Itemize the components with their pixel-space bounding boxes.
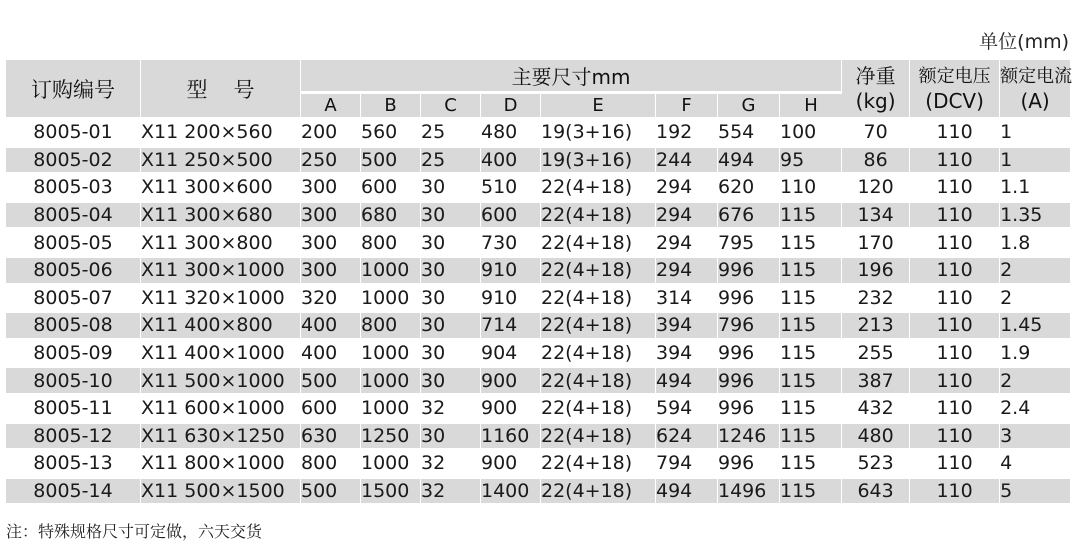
cell-dim-d: 480	[481, 120, 541, 148]
header-rated-voltage-unit: (DCV)	[925, 88, 984, 113]
cell-model: X11 800×1000	[141, 451, 301, 479]
table-row	[6, 396, 1070, 424]
cell-dim-c: 32	[421, 396, 481, 424]
cell-rated-current: 1	[1000, 148, 1070, 176]
cell-dim-g: 620	[718, 175, 780, 203]
table-row	[6, 368, 1070, 396]
header-model	[141, 60, 301, 120]
cell-model: X11 300×600	[141, 175, 301, 203]
cell-net-weight: 480	[842, 424, 910, 452]
cell-rated-current: 2	[1000, 368, 1070, 396]
cell-dim-a: 500	[301, 368, 361, 396]
table-row	[6, 341, 1070, 369]
cell-net-weight: 387	[842, 368, 910, 396]
table-row	[6, 120, 1070, 148]
cell-dim-d: 730	[481, 230, 541, 258]
cell-dim-f: 494	[656, 479, 718, 507]
header-model-part-a: 型	[186, 77, 208, 102]
cell-dim-b: 1000	[361, 451, 421, 479]
cell-dim-b: 560	[361, 120, 421, 148]
cell-dim-b: 1000	[361, 286, 421, 314]
cell-net-weight: 196	[842, 258, 910, 286]
cell-dim-e: 22(4+18)	[541, 286, 656, 314]
cell-dim-h: 110	[780, 175, 842, 203]
cell-dim-h: 115	[780, 203, 842, 231]
cell-dim-a: 200	[301, 120, 361, 148]
cell-order-no: 8005-12	[6, 424, 141, 452]
cell-dim-b: 1000	[361, 341, 421, 369]
cell-dim-e: 22(4+18)	[541, 175, 656, 203]
cell-dim-h: 95	[780, 148, 842, 176]
cell-net-weight: 523	[842, 451, 910, 479]
cell-rated-current: 2	[1000, 258, 1070, 286]
cell-dim-b: 1500	[361, 479, 421, 507]
cell-rated-current: 1.8	[1000, 230, 1070, 258]
cell-order-no: 8005-09	[6, 341, 141, 369]
table-row	[6, 286, 1070, 314]
cell-dim-d: 510	[481, 175, 541, 203]
cell-dim-b: 800	[361, 230, 421, 258]
cell-rated-current: 1.35	[1000, 203, 1070, 231]
cell-net-weight: 170	[842, 230, 910, 258]
cell-dim-e: 19(3+16)	[541, 120, 656, 148]
cell-dim-g: 996	[718, 258, 780, 286]
table-row	[6, 313, 1070, 341]
cell-model: X11 400×800	[141, 313, 301, 341]
cell-dim-f: 314	[656, 286, 718, 314]
cell-dim-b: 800	[361, 313, 421, 341]
cell-rated-voltage: 110	[910, 175, 1000, 203]
cell-dim-a: 300	[301, 230, 361, 258]
cell-dim-f: 394	[656, 341, 718, 369]
cell-model: X11 300×680	[141, 203, 301, 231]
cell-dim-d: 910	[481, 258, 541, 286]
cell-net-weight: 255	[842, 341, 910, 369]
cell-rated-voltage: 110	[910, 341, 1000, 369]
cell-dim-h: 115	[780, 341, 842, 369]
cell-model: X11 320×1000	[141, 286, 301, 314]
cell-dim-f: 244	[656, 148, 718, 176]
unit-label: 单位(mm)	[979, 31, 1069, 53]
header-rated-current-unit: (A)	[1020, 88, 1050, 113]
cell-net-weight: 643	[842, 479, 910, 507]
cell-rated-voltage: 110	[910, 313, 1000, 341]
header-main-dimensions: 主要尺寸mm	[301, 60, 842, 94]
cell-model: X11 250×500	[141, 148, 301, 176]
cell-dim-g: 796	[718, 313, 780, 341]
cell-dim-a: 500	[301, 479, 361, 507]
cell-dim-c: 30	[421, 313, 481, 341]
header-dim-a: A	[301, 94, 361, 120]
cell-rated-current: 1.1	[1000, 175, 1070, 203]
cell-rated-voltage: 110	[910, 120, 1000, 148]
cell-dim-d: 400	[481, 148, 541, 176]
cell-model: X11 500×1500	[141, 479, 301, 507]
cell-dim-c: 30	[421, 286, 481, 314]
cell-dim-a: 630	[301, 424, 361, 452]
cell-net-weight: 134	[842, 203, 910, 231]
cell-order-no: 8005-03	[6, 175, 141, 203]
header-dim-g: G	[718, 94, 780, 120]
cell-dim-a: 250	[301, 148, 361, 176]
header-dim-c: C	[421, 94, 481, 120]
cell-rated-voltage: 110	[910, 368, 1000, 396]
header-dim-e: E	[541, 94, 656, 120]
cell-net-weight: 120	[842, 175, 910, 203]
cell-dim-f: 294	[656, 258, 718, 286]
table-row	[6, 203, 1070, 231]
cell-rated-voltage: 110	[910, 396, 1000, 424]
cell-dim-f: 594	[656, 396, 718, 424]
header-rated-current	[1000, 60, 1073, 120]
cell-dim-c: 30	[421, 203, 481, 231]
cell-dim-f: 394	[656, 313, 718, 341]
cell-dim-f: 494	[656, 368, 718, 396]
cell-dim-c: 30	[421, 341, 481, 369]
header-dim-f: F	[656, 94, 718, 120]
cell-dim-e: 22(4+18)	[541, 424, 656, 452]
cell-rated-voltage: 110	[910, 451, 1000, 479]
cell-dim-f: 294	[656, 203, 718, 231]
cell-dim-c: 30	[421, 424, 481, 452]
cell-dim-e: 22(4+18)	[541, 341, 656, 369]
cell-order-no: 8005-01	[6, 120, 141, 148]
cell-dim-h: 115	[780, 286, 842, 314]
cell-dim-g: 996	[718, 286, 780, 314]
cell-dim-a: 300	[301, 258, 361, 286]
cell-model: X11 200×560	[141, 120, 301, 148]
cell-dim-c: 25	[421, 148, 481, 176]
cell-dim-h: 115	[780, 258, 842, 286]
cell-rated-voltage: 110	[910, 148, 1000, 176]
cell-dim-g: 795	[718, 230, 780, 258]
cell-order-no: 8005-06	[6, 258, 141, 286]
cell-model: X11 630×1250	[141, 424, 301, 452]
cell-dim-a: 320	[301, 286, 361, 314]
cell-dim-b: 1000	[361, 396, 421, 424]
header-order-no: 订购编号	[6, 60, 141, 120]
cell-dim-c: 32	[421, 451, 481, 479]
cell-dim-c: 30	[421, 175, 481, 203]
footnote: 注：特殊规格尺寸可定做，六天交货	[6, 522, 263, 541]
cell-order-no: 8005-11	[6, 396, 141, 424]
cell-dim-e: 22(4+18)	[541, 451, 656, 479]
cell-dim-a: 400	[301, 313, 361, 341]
cell-dim-f: 624	[656, 424, 718, 452]
cell-dim-g: 1496	[718, 479, 780, 507]
cell-dim-c: 30	[421, 368, 481, 396]
header-rated-voltage	[910, 60, 1000, 120]
cell-dim-e: 22(4+18)	[541, 313, 656, 341]
cell-dim-b: 1250	[361, 424, 421, 452]
header-dim-b: B	[361, 94, 421, 120]
cell-dim-g: 996	[718, 341, 780, 369]
cell-dim-f: 192	[656, 120, 718, 148]
cell-rated-current: 1.45	[1000, 313, 1070, 341]
cell-order-no: 8005-14	[6, 479, 141, 507]
cell-dim-d: 900	[481, 368, 541, 396]
header-net-weight-unit: (kg)	[855, 88, 896, 113]
cell-model: X11 300×1000	[141, 258, 301, 286]
cell-dim-e: 22(4+18)	[541, 203, 656, 231]
cell-dim-d: 714	[481, 313, 541, 341]
cell-order-no: 8005-02	[6, 148, 141, 176]
cell-dim-h: 115	[780, 313, 842, 341]
cell-dim-e: 22(4+18)	[541, 396, 656, 424]
cell-model: X11 300×800	[141, 230, 301, 258]
cell-dim-g: 1246	[718, 424, 780, 452]
cell-dim-f: 794	[656, 451, 718, 479]
table-row	[6, 230, 1070, 258]
cell-dim-h: 115	[780, 368, 842, 396]
cell-dim-b: 1000	[361, 368, 421, 396]
header-model-part-b: 号	[233, 77, 255, 102]
cell-dim-d: 1160	[481, 424, 541, 452]
cell-dim-b: 1000	[361, 258, 421, 286]
header-rated-current-line1: 额定电流	[1000, 65, 1073, 87]
table-row	[6, 424, 1070, 452]
cell-net-weight: 232	[842, 286, 910, 314]
cell-dim-h: 115	[780, 396, 842, 424]
cell-dim-d: 600	[481, 203, 541, 231]
table-row	[6, 148, 1070, 176]
cell-rated-current: 5	[1000, 479, 1070, 507]
table-row	[6, 451, 1070, 479]
cell-rated-current: 1.9	[1000, 341, 1070, 369]
table-row	[6, 479, 1070, 507]
cell-order-no: 8005-07	[6, 286, 141, 314]
cell-dim-e: 22(4+18)	[541, 479, 656, 507]
header-rated-voltage-line1: 额定电压	[918, 65, 991, 87]
cell-dim-h: 115	[780, 479, 842, 507]
table-body	[6, 120, 1070, 506]
table-row	[6, 175, 1070, 203]
cell-rated-current: 3	[1000, 424, 1070, 452]
header-dim-d: D	[481, 94, 541, 120]
header-net-weight-line1: 净重	[855, 63, 896, 88]
table-header	[6, 60, 1073, 120]
header-dim-h: H	[780, 94, 842, 120]
cell-dim-e: 22(4+18)	[541, 368, 656, 396]
cell-dim-g: 996	[718, 451, 780, 479]
cell-dim-f: 294	[656, 230, 718, 258]
cell-dim-b: 600	[361, 175, 421, 203]
cell-order-no: 8005-13	[6, 451, 141, 479]
cell-dim-g: 676	[718, 203, 780, 231]
cell-dim-d: 900	[481, 396, 541, 424]
cell-dim-e: 22(4+18)	[541, 230, 656, 258]
cell-model: X11 600×1000	[141, 396, 301, 424]
cell-dim-c: 30	[421, 258, 481, 286]
cell-net-weight: 86	[842, 148, 910, 176]
cell-order-no: 8005-05	[6, 230, 141, 258]
cell-rated-voltage: 110	[910, 230, 1000, 258]
cell-dim-e: 22(4+18)	[541, 258, 656, 286]
cell-order-no: 8005-08	[6, 313, 141, 341]
cell-rated-current: 2.4	[1000, 396, 1070, 424]
cell-rated-current: 1	[1000, 120, 1070, 148]
cell-dim-g: 554	[718, 120, 780, 148]
cell-dim-h: 115	[780, 230, 842, 258]
cell-dim-d: 1400	[481, 479, 541, 507]
cell-dim-c: 25	[421, 120, 481, 148]
cell-rated-voltage: 110	[910, 203, 1000, 231]
cell-dim-g: 996	[718, 396, 780, 424]
cell-rated-current: 4	[1000, 451, 1070, 479]
cell-dim-b: 500	[361, 148, 421, 176]
cell-dim-g: 494	[718, 148, 780, 176]
cell-net-weight: 70	[842, 120, 910, 148]
cell-dim-f: 294	[656, 175, 718, 203]
cell-dim-a: 300	[301, 203, 361, 231]
header-net-weight	[842, 60, 910, 120]
cell-dim-c: 32	[421, 479, 481, 507]
cell-order-no: 8005-04	[6, 203, 141, 231]
cell-dim-b: 680	[361, 203, 421, 231]
cell-dim-a: 600	[301, 396, 361, 424]
cell-dim-e: 19(3+16)	[541, 148, 656, 176]
cell-dim-a: 800	[301, 451, 361, 479]
cell-net-weight: 432	[842, 396, 910, 424]
cell-dim-c: 30	[421, 230, 481, 258]
cell-dim-d: 910	[481, 286, 541, 314]
cell-order-no: 8005-10	[6, 368, 141, 396]
spec-table	[6, 60, 1073, 506]
cell-dim-h: 100	[780, 120, 842, 148]
cell-rated-voltage: 110	[910, 479, 1000, 507]
cell-net-weight: 213	[842, 313, 910, 341]
cell-model: X11 500×1000	[141, 368, 301, 396]
table-row	[6, 258, 1070, 286]
cell-rated-voltage: 110	[910, 258, 1000, 286]
cell-rated-voltage: 110	[910, 286, 1000, 314]
cell-rated-voltage: 110	[910, 424, 1000, 452]
cell-dim-d: 900	[481, 451, 541, 479]
cell-dim-a: 300	[301, 175, 361, 203]
cell-rated-current: 2	[1000, 286, 1070, 314]
cell-dim-g: 996	[718, 368, 780, 396]
cell-dim-h: 115	[780, 424, 842, 452]
cell-dim-h: 115	[780, 451, 842, 479]
cell-model: X11 400×1000	[141, 341, 301, 369]
cell-dim-a: 400	[301, 341, 361, 369]
cell-dim-d: 904	[481, 341, 541, 369]
